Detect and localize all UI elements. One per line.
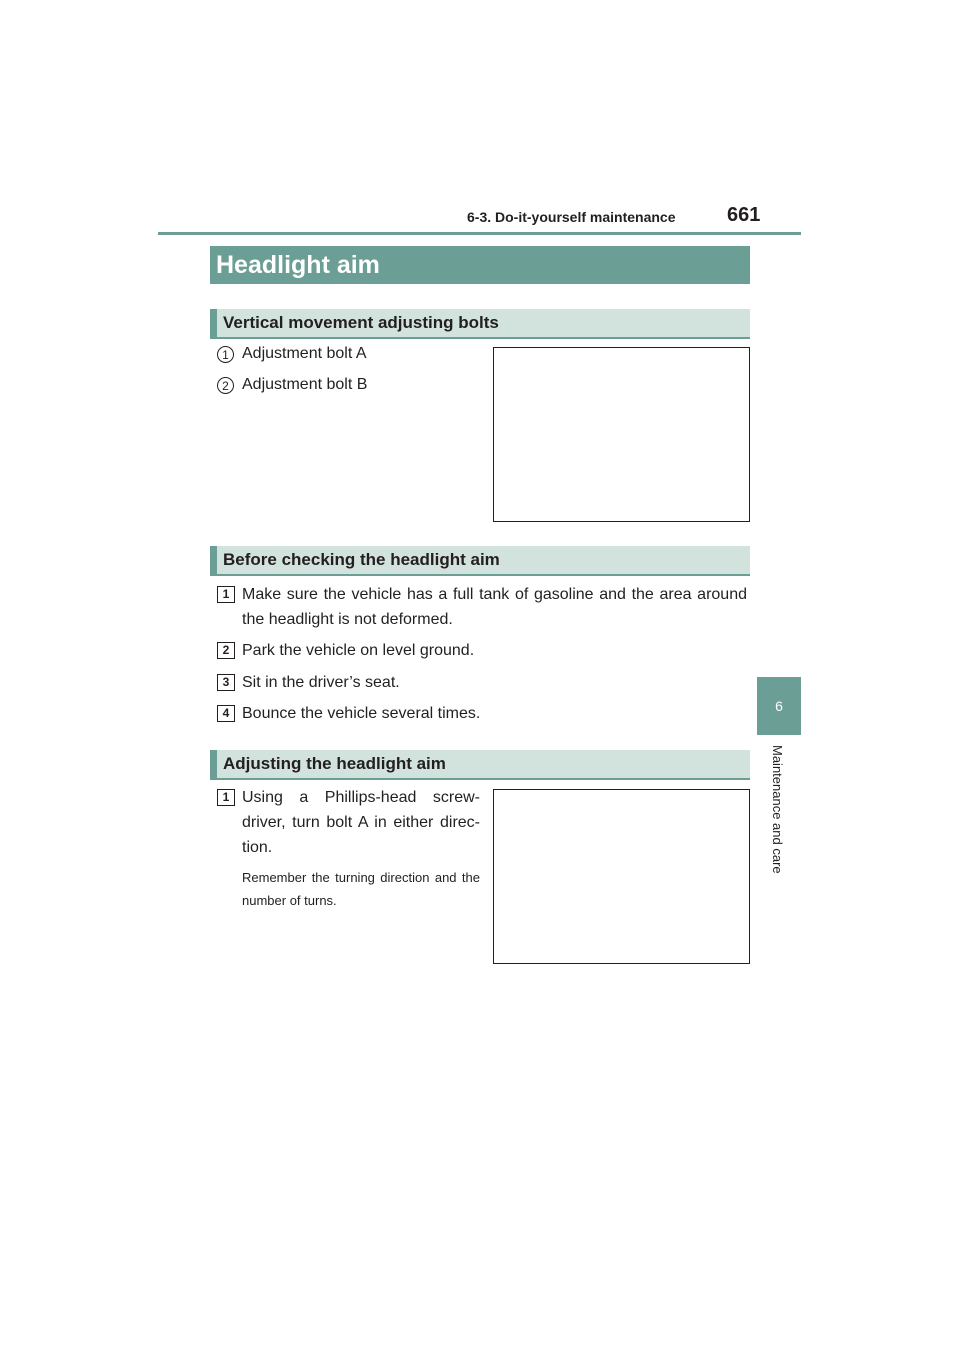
step-text: Park the vehicle on level ground. [242,642,475,659]
step-item [217,701,747,726]
list-item-text: Adjustment bolt A [242,345,367,362]
chapter-tab [757,677,801,735]
step-number: 1 [217,586,235,603]
step-number: 4 [217,705,235,722]
list-item [217,376,367,394]
chapter-tab-number: 6 [775,698,783,714]
step-item [217,670,747,695]
step-text: Sit in the driver’s seat. [242,674,400,691]
callout-number: 1 [217,346,234,363]
callout-number: 2 [217,377,234,394]
running-header-section: 6-3. Do-it-yourself maintenance [467,209,676,225]
step-number: 3 [217,674,235,691]
illustration-frame-adjusting [493,789,750,964]
step-text: Bounce the vehicle several times. [242,705,481,722]
section-heading-adjusting: Adjusting the headlight aim [210,750,750,780]
page-number: 661 [727,204,761,226]
chapter-tab-label: Maintenance and care [770,745,785,874]
step-text: Make sure the vehicle has a full tank of gasoline and the area around the headlight is not deformed. [242,586,747,628]
step-number: 1 [217,789,235,806]
note-text: Remember the turning direction and the number of turns. [242,870,480,908]
step-number: 2 [217,642,235,659]
section-heading-before-checking: Before checking the headlight aim [210,546,750,576]
section-heading-vertical-bolts: Vertical movement adjusting bolts [210,309,750,339]
list-item [217,345,367,363]
page-title: Headlight aim [210,246,750,284]
step-text: Using a Phillips-head screw-driver, turn bolt A in either direc-tion. [242,789,480,856]
list-item-text: Adjustment bolt B [242,376,368,393]
illustration-frame-bolts [493,347,750,522]
step-item [217,582,747,632]
step-item [217,785,480,860]
step-item [217,638,747,663]
header-rule [158,232,801,235]
